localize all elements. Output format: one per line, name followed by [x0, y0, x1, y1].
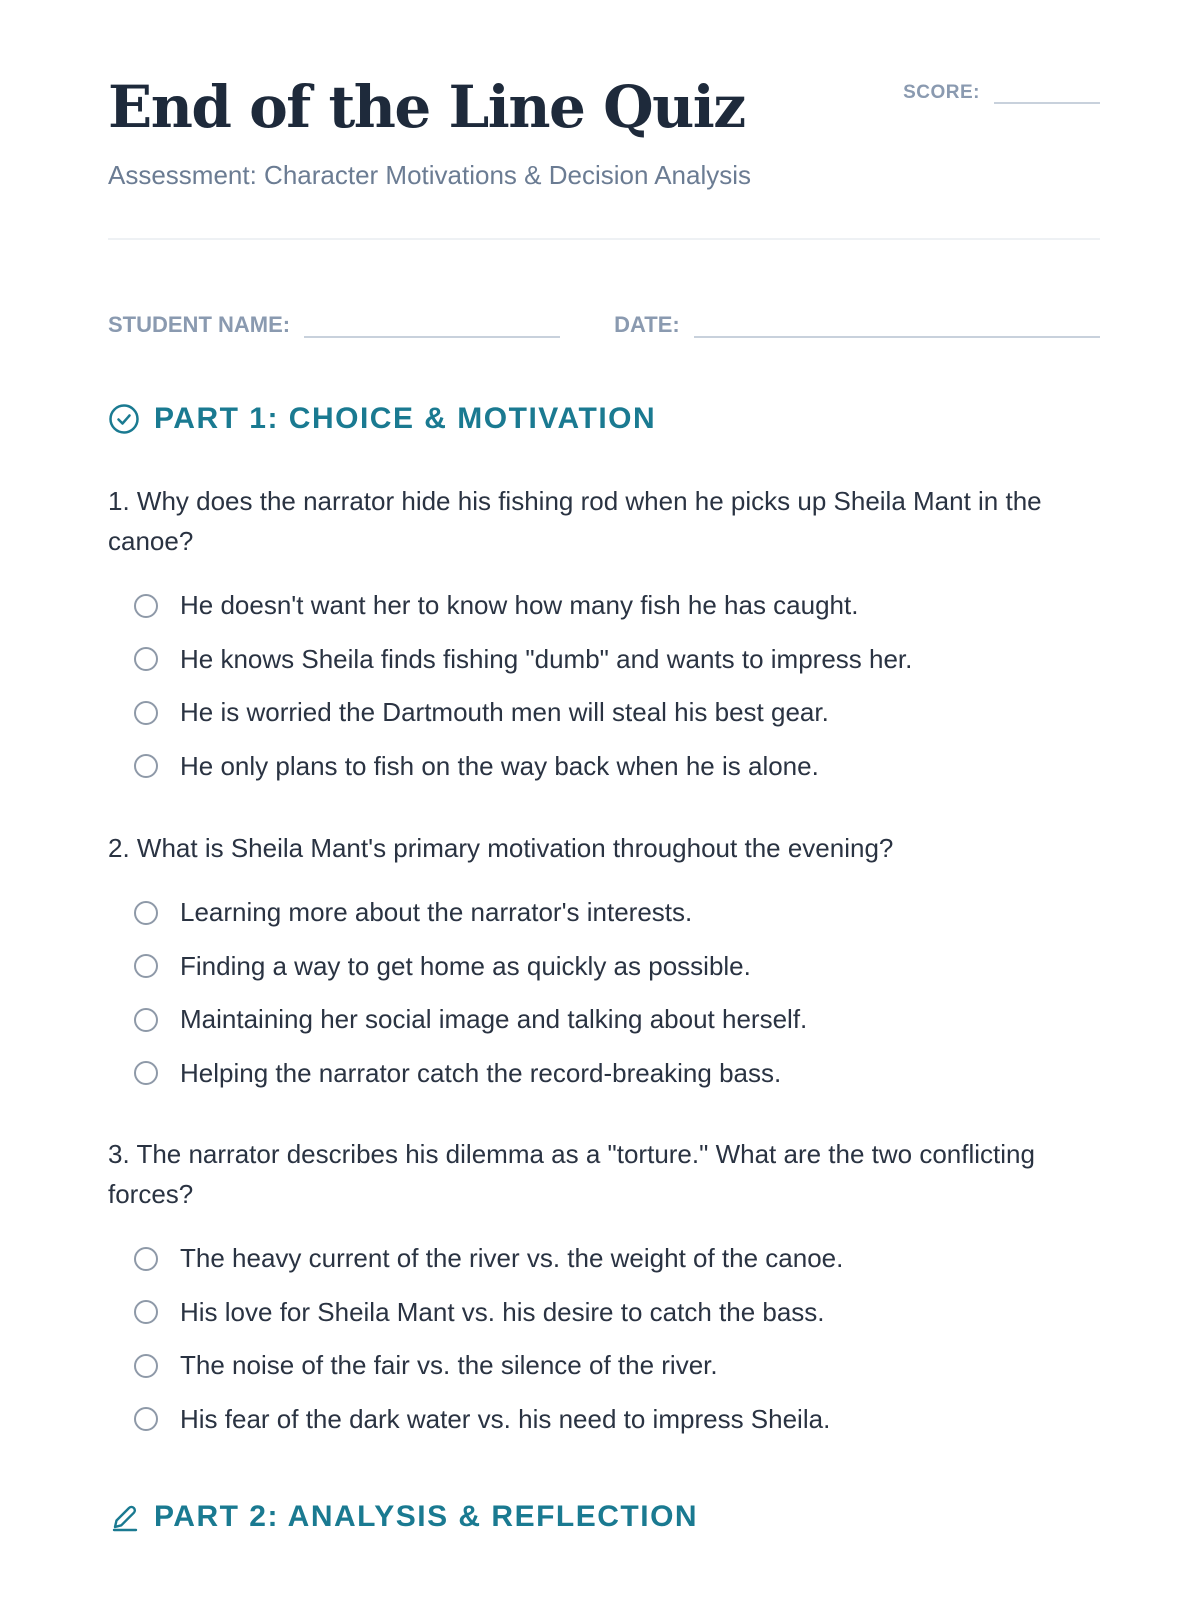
- question-3-option-3[interactable]: [108, 1339, 1100, 1393]
- question-2-options: [108, 886, 1100, 1100]
- pencil-icon: [108, 1501, 140, 1533]
- question-2-option-4[interactable]: [108, 1047, 1100, 1101]
- question-1-option-1[interactable]: [108, 579, 1100, 633]
- radio-button[interactable]: [134, 594, 158, 618]
- question-1-option-3[interactable]: [108, 686, 1100, 740]
- date-input-line[interactable]: [694, 306, 1100, 338]
- question-3-option-1[interactable]: [108, 1232, 1100, 1286]
- radio-button[interactable]: [134, 1008, 158, 1032]
- radio-button[interactable]: [134, 1061, 158, 1085]
- radio-button[interactable]: [134, 1407, 158, 1431]
- option-label: He knows Sheila finds fishing "dumb" and wants to impress her.: [180, 643, 913, 674]
- question-3-option-4[interactable]: [108, 1393, 1100, 1447]
- score-field: [903, 82, 1100, 104]
- part2-title: PART 2: ANALYSIS & REFLECTION: [154, 1500, 699, 1533]
- question-2-option-3[interactable]: [108, 993, 1100, 1047]
- question-3-option-2[interactable]: [108, 1286, 1100, 1340]
- option-label: His fear of the dark water vs. his need to impress Sheila.: [180, 1403, 831, 1434]
- question-1: [108, 481, 1100, 793]
- option-label: Learning more about the narrator's interests.: [180, 897, 693, 928]
- question-2-option-1[interactable]: [108, 886, 1100, 940]
- date-label: DATE:: [614, 312, 680, 337]
- question-3-options: [108, 1232, 1100, 1446]
- check-circle-icon: [108, 403, 140, 435]
- option-label: The heavy current of the river vs. the weight of the canoe.: [180, 1243, 844, 1274]
- quiz-header: [108, 0, 1100, 240]
- option-label: He doesn't want her to know how many fish he has caught.: [180, 590, 859, 621]
- radio-button[interactable]: [134, 1300, 158, 1324]
- radio-button[interactable]: [134, 754, 158, 778]
- option-label: Finding a way to get home as quickly as possible.: [180, 950, 751, 981]
- question-1-text: 1. Why does the narrator hide his fishing rod when he picks up Sheila Mant in the canoe?: [108, 486, 1042, 556]
- score-input-line[interactable]: [994, 82, 1100, 104]
- option-label: He only plans to fish on the way back when he is alone.: [180, 750, 819, 781]
- question-2-option-2[interactable]: [108, 940, 1100, 994]
- question-1-option-2[interactable]: [108, 633, 1100, 687]
- option-label: Helping the narrator catch the record-breaking bass.: [180, 1057, 782, 1088]
- part2-heading: [108, 1500, 698, 1534]
- page-title: End of the Line Quiz: [108, 73, 745, 141]
- question-2: [108, 828, 1100, 1100]
- option-label: He is worried the Dartmouth men will steal his best gear.: [180, 697, 829, 728]
- option-label: The noise of the fair vs. the silence of the river.: [180, 1350, 718, 1381]
- question-3-text: 3. The narrator describes his dilemma as a "torture." What are the two conflicting forces?: [108, 1139, 1035, 1209]
- question-1-option-4[interactable]: [108, 740, 1100, 794]
- part1-title: PART 1: CHOICE & MOTIVATION: [154, 402, 657, 435]
- option-label: His love for Sheila Mant vs. his desire to catch the bass.: [180, 1296, 825, 1327]
- question-3: [108, 1134, 1100, 1446]
- radio-button[interactable]: [134, 701, 158, 725]
- student-info-row: [108, 306, 1100, 338]
- part1-heading: [108, 402, 656, 436]
- radio-button[interactable]: [134, 1354, 158, 1378]
- page-subtitle: Assessment: Character Motivations & Decision Analysis: [108, 160, 752, 190]
- score-label: SCORE:: [903, 82, 980, 103]
- radio-button[interactable]: [134, 901, 158, 925]
- radio-button[interactable]: [134, 954, 158, 978]
- radio-button[interactable]: [134, 647, 158, 671]
- radio-button[interactable]: [134, 1247, 158, 1271]
- question-1-options: [108, 579, 1100, 793]
- question-2-text: 2. What is Sheila Mant's primary motivation throughout the evening?: [108, 833, 894, 863]
- option-label: Maintaining her social image and talking about herself.: [180, 1004, 808, 1035]
- student-name-input-line[interactable]: [304, 306, 560, 338]
- quiz-page: [108, 0, 1100, 1533]
- student-name-label: STUDENT NAME:: [108, 312, 291, 337]
